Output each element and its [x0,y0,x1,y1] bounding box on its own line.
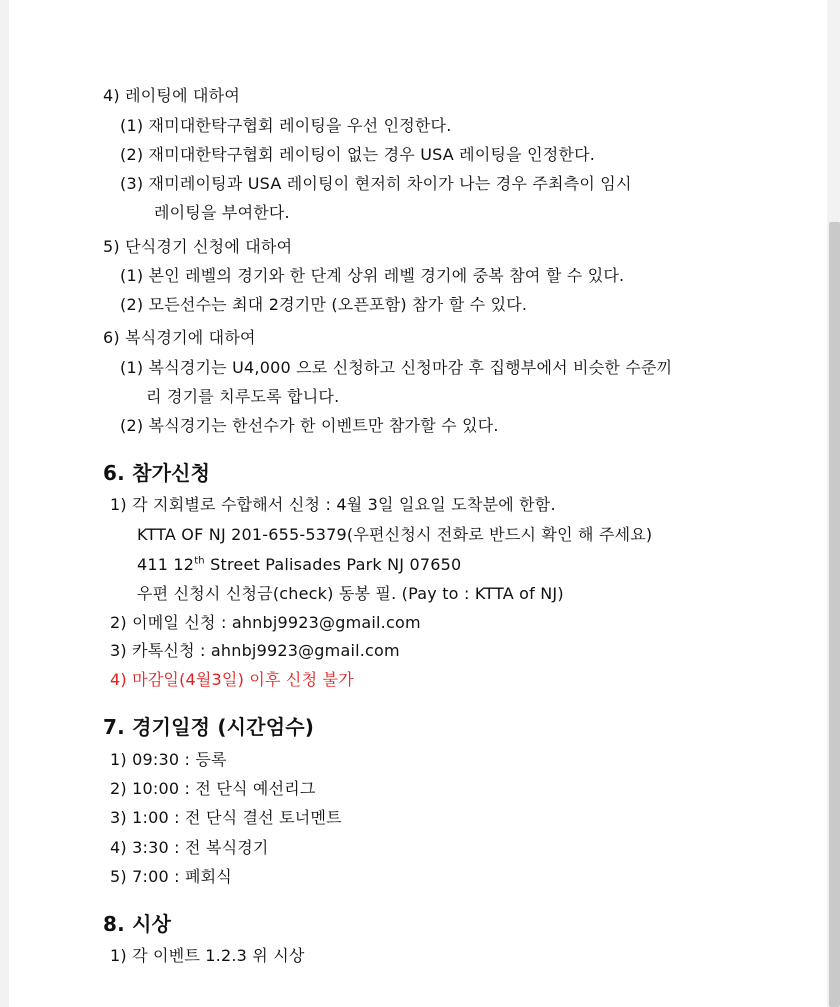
singles-item-2: (2) 모든선수는 최대 2경기만 (오픈포함) 참가 할 수 있다. [120,295,528,314]
schedule-item-4: 4) 3:30 : 전 복식경기 [110,838,269,857]
doubles-title: 6) 복식경기에 대하여 [103,328,256,347]
apply-heading: 6. 참가신청 [103,461,211,485]
awards-heading: 8. 시상 [103,912,172,936]
schedule-item-3: 3) 1:00 : 전 단식 결선 토너멘트 [110,808,342,827]
apply-address [137,555,461,575]
rating-item-2: (2) 재미대한탁구협회 레이팅이 없는 경우 USA 레이팅을 인정한다. [120,145,596,164]
rating-item-1: (1) 재미대한탁구협회 레이팅을 우선 인정한다. [120,116,452,135]
address-ordinal: th [194,555,205,567]
rating-title: 4) 레이팅에 대하여 [103,86,240,105]
apply-item-3-kakaotalk: 3) 카톡신청 : ahnbj9923@gmail.com [110,641,400,660]
doubles-item-2: (2) 복식경기는 한선수가 한 이벤트만 참가할 수 있다. [120,416,499,435]
apply-deadline-notice: 4) 마감일(4월3일) 이후 신청 불가 [110,670,354,689]
singles-item-1: (1) 본인 레벨의 경기와 한 단계 상위 레벨 경기에 중복 참여 할 수 있다. [120,266,625,285]
schedule-item-1: 1) 09:30 : 등록 [110,750,227,769]
awards-item-1: 1) 각 이벤트 1.2.3 위 시상 [110,946,305,965]
address-prefix: 411 12 [137,555,195,574]
rating-item-3-cont: 레이팅을 부여한다. [154,203,290,222]
rating-item-3: (3) 재미레이팅과 USA 레이팅이 현저히 차이가 나는 경우 주최측이 임시 [120,174,632,193]
singles-title: 5) 단식경기 신청에 대하여 [103,237,293,256]
schedule-heading: 7. 경기일정 (시간엄수) [103,715,315,739]
document-page [9,0,827,1007]
scrollbar[interactable] [829,222,840,1007]
schedule-item-2: 2) 10:00 : 전 단식 예선리그 [110,779,316,798]
apply-mail-note: 우편 신청시 신청금(check) 동봉 필. (Pay to : KTTA of NJ) [137,584,564,603]
address-suffix: Street Palisades Park NJ 07650 [204,555,462,574]
apply-item-2-email: 2) 이메일 신청 : ahnbj9923@gmail.com [110,613,421,632]
apply-item-1: 1) 각 지회별로 수합해서 신청 : 4월 3일 일요일 도착분에 한함. [110,495,556,514]
schedule-item-5: 5) 7:00 : 폐회식 [110,867,232,886]
doubles-item-1: (1) 복식경기는 U4,000 으로 신청하고 신청마감 후 집행부에서 비슷한 수준끼 [120,358,673,377]
doubles-item-1-cont: 리 경기를 치루도록 합니다. [146,387,340,406]
apply-contact: KTTA OF NJ 201-655-5379(우편신청시 전화로 반드시 확인 해 주세요) [137,525,653,544]
